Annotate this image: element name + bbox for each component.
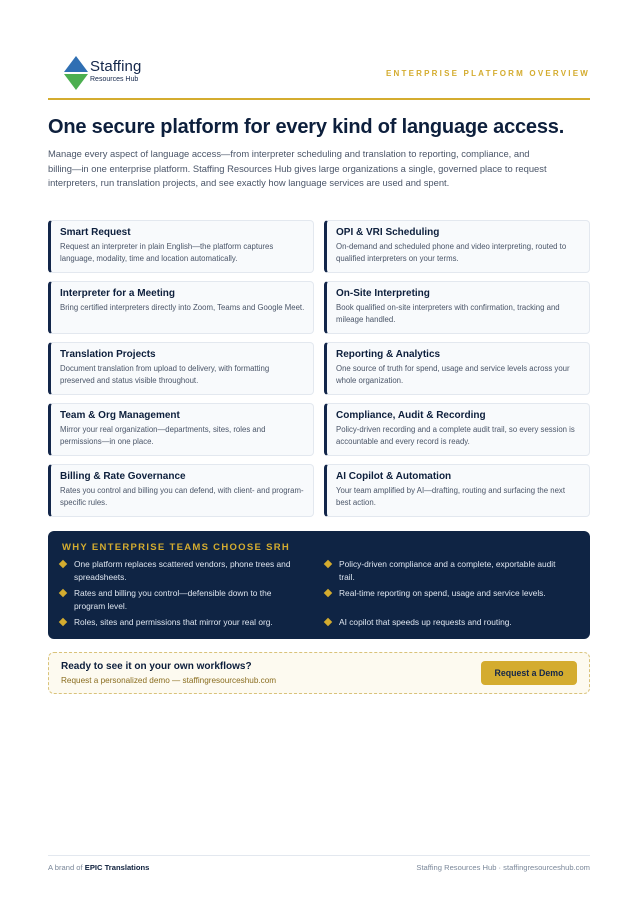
- feature-title: Compliance, Audit & Recording: [336, 410, 486, 421]
- feature-card: [48, 220, 314, 273]
- brand-subtitle: Resources Hub: [90, 76, 139, 83]
- diamond-bullet-icon: [324, 618, 332, 626]
- feature-desc: One source of truth for spend, usage and service levels across your whole organization.: [336, 364, 570, 386]
- why-item: AI copilot that speeds up requests and routing.: [325, 616, 565, 629]
- cta-banner: [48, 652, 590, 694]
- logo-icon: [64, 56, 88, 90]
- why-item: Real-time reporting on spend, usage and service levels.: [325, 587, 565, 600]
- feature-card: [324, 281, 590, 334]
- feature-title: AI Copilot & Automation: [336, 471, 452, 482]
- feature-title: Billing & Rate Governance: [60, 471, 186, 482]
- why-item: Policy-driven compliance and a complete, exportable audit trail.: [325, 558, 565, 584]
- feature-desc: On-demand and scheduled phone and video interpreting, routed to qualified interpreters on your terms.: [336, 242, 567, 264]
- diamond-bullet-icon: [59, 560, 67, 568]
- feature-card: [48, 464, 314, 517]
- feature-title: Smart Request: [60, 227, 131, 238]
- footer-brand: [48, 863, 149, 872]
- feature-desc: Rates you control and billing you can defend, with client- and program-specific rules.: [60, 486, 304, 508]
- feature-title: Interpreter for a Meeting: [60, 288, 176, 299]
- why-item: One platform replaces scattered vendors, phone trees and spreadsheets.: [60, 558, 300, 584]
- feature-desc: Bring certified interpreters directly into Zoom, Teams and Google Meet.: [60, 303, 305, 312]
- feature-title: On-Site Interpreting: [336, 288, 430, 299]
- feature-desc: Request an interpreter in plain English—the platform captures language, modality, time and location automatically.: [60, 242, 274, 264]
- feature-desc: Document translation from upload to delivery, with formatting preserved and status visible throughout.: [60, 364, 270, 386]
- brand-name: Staffing: [90, 58, 142, 75]
- footer-brand-prefix: A brand of: [48, 863, 83, 872]
- header: [48, 50, 590, 100]
- feature-card: [324, 342, 590, 395]
- diamond-bullet-icon: [59, 589, 67, 597]
- feature-title: Team & Org Management: [60, 410, 180, 421]
- footer: [48, 855, 590, 879]
- why-section: [48, 531, 590, 639]
- feature-title: Reporting & Analytics: [336, 349, 441, 360]
- feature-desc: Mirror your real organization—departments, sites, roles and permissions—in one place.: [60, 425, 266, 447]
- overview-label: ENTERPRISE PLATFORM OVERVIEW: [386, 69, 590, 78]
- intro-paragraph: Manage every aspect of language access—from interpreter scheduling and translation to reporting, compliance, and billing—in one enterprise platform. Staffing Resources Hub gives large organizations a single, governed place to request interpreters, run translation projects, and see exactly how language services are used and spent.: [48, 148, 547, 189]
- diamond-bullet-icon: [324, 560, 332, 568]
- diamond-bullet-icon: [324, 589, 332, 597]
- why-title: WHY ENTERPRISE TEAMS CHOOSE SRH: [62, 542, 291, 553]
- page-title: One secure platform for every kind of language access.: [48, 116, 565, 138]
- cta-title: Ready to see it on your own workflows?: [61, 661, 252, 672]
- feature-desc: Policy-driven recording and a complete audit trail, so every session is accountable and every record is ready.: [336, 425, 575, 447]
- cta-subtitle: Request a personalized demo — staffingresourceshub.com: [61, 676, 277, 685]
- why-item: Roles, sites and permissions that mirror your real org.: [60, 616, 300, 629]
- footer-site: Staffing Resources Hub · staffingresourceshub.com: [416, 863, 590, 872]
- feature-desc: Book qualified on-site interpreters with confirmation, tracking and mileage handled.: [336, 303, 560, 325]
- request-demo-button[interactable]: Request a Demo: [481, 661, 577, 685]
- why-item: Rates and billing you control—defensible down to the program level.: [60, 587, 300, 613]
- feature-card: [324, 403, 590, 456]
- feature-card: [48, 403, 314, 456]
- feature-card: [48, 342, 314, 395]
- feature-card: [324, 464, 590, 517]
- footer-brand-name: EPIC Translations: [84, 863, 150, 872]
- feature-card: [324, 220, 590, 273]
- feature-desc: Your team amplified by AI—drafting, routing and surfacing the next best action.: [336, 486, 565, 508]
- page: [48, 0, 590, 906]
- feature-title: OPI & VRI Scheduling: [336, 227, 440, 238]
- feature-card: [48, 281, 314, 334]
- diamond-bullet-icon: [59, 618, 67, 626]
- feature-title: Translation Projects: [60, 349, 156, 360]
